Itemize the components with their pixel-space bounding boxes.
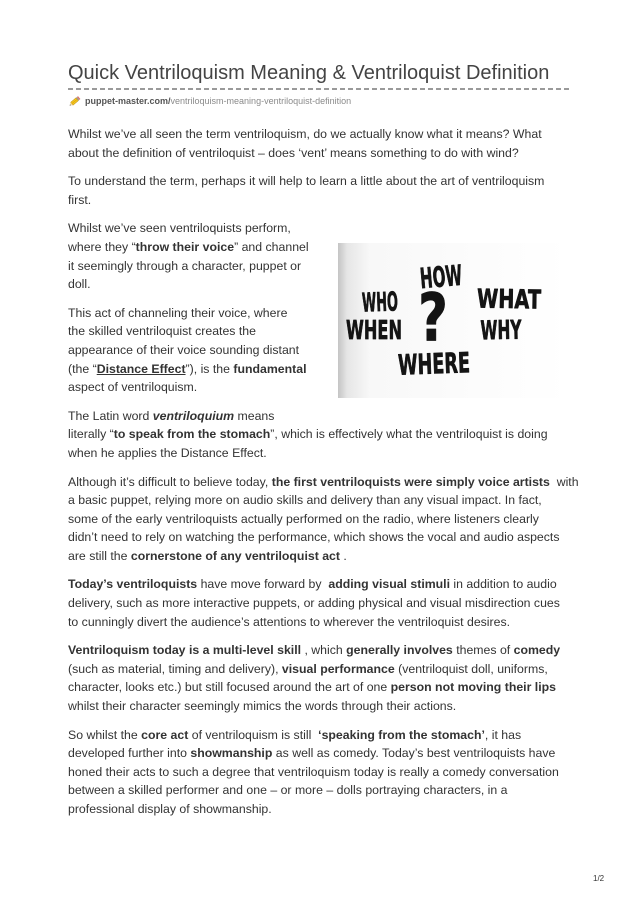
- text-run: honed their acts to such a degree that ventriloquism today is really a comedy conversation: [68, 764, 559, 779]
- text-line: [68, 547, 588, 566]
- text-line: [68, 660, 588, 679]
- page-number: 1/2: [593, 874, 605, 883]
- text-run: developed further into: [68, 746, 191, 761]
- bold-text: showmanship: [190, 746, 273, 761]
- text-line: [68, 613, 588, 632]
- bold-text: person not moving their lips: [390, 680, 556, 695]
- text-line: [68, 407, 588, 426]
- text-line: [68, 473, 588, 492]
- text-run: (the “: [68, 361, 97, 376]
- text-run: ” and channel: [234, 239, 309, 254]
- paragraph: [68, 219, 588, 293]
- text-run: as well as comedy. Today’s best ventriloquists have: [272, 746, 556, 761]
- text-line: [68, 726, 588, 745]
- bold-text: Ventriloquism today is a multi-level skill: [68, 643, 302, 658]
- text-run: So whilst the: [68, 727, 142, 742]
- title-divider: [68, 88, 570, 90]
- text-line: [68, 125, 588, 144]
- inline-link[interactable]: Distance Effect: [96, 361, 186, 376]
- text-run: in addition to audio: [450, 577, 557, 592]
- text-line: [68, 322, 588, 341]
- text-line: [68, 697, 588, 716]
- text-line: [68, 144, 588, 163]
- text-line: [68, 528, 588, 547]
- text-run: are still the: [68, 548, 131, 563]
- image-word-when: WHEN: [346, 316, 402, 346]
- bold-text: core act: [141, 727, 189, 742]
- text-run: a basic puppet, relying more on audio skills and delivery than any visual impact. In fact,: [68, 493, 542, 508]
- text-run: whilst their character seemingly mimics the words through their actions.: [68, 699, 457, 714]
- text-line: [68, 763, 588, 782]
- image-word-what: WHAT: [476, 284, 564, 316]
- text-run: first.: [68, 192, 92, 207]
- text-run: (ventriloquist doll, uniforms,: [394, 661, 548, 676]
- text-line: [68, 444, 588, 463]
- text-line: [68, 781, 588, 800]
- bold-text: cornerstone of any ventriloquist act: [130, 548, 340, 563]
- bold-text: to speak from the stomach: [113, 427, 271, 442]
- text-run: where they “: [68, 239, 136, 254]
- text-line: [68, 219, 588, 238]
- text-line: [68, 641, 588, 660]
- text-run: To understand the term, perhaps it will help to learn a little about the art of ventriloquism: [68, 174, 545, 189]
- text-run: (such as material, timing and delivery),: [68, 661, 282, 676]
- paragraph: [68, 726, 588, 819]
- bold-text: adding visual stimuli: [328, 577, 451, 592]
- image-word-why: WHY: [480, 315, 551, 347]
- text-run: with: [549, 474, 579, 489]
- text-run: ”), is the: [185, 361, 234, 376]
- pencil-icon: [68, 95, 81, 108]
- text-run: it seemingly through a character, puppet or: [68, 258, 302, 273]
- bold-text: comedy: [513, 643, 561, 658]
- text-run: , which: [301, 643, 347, 658]
- pencil-icon-graphic: [68, 95, 81, 108]
- image-word-how: HOW: [418, 255, 500, 296]
- text-run: means: [234, 408, 275, 423]
- bold-text: ‘speaking from the stomach’: [318, 727, 485, 742]
- text-run: Although it’s difficult to believe today,: [68, 474, 272, 489]
- text-line: [68, 341, 588, 360]
- text-run: doll.: [68, 277, 91, 292]
- text-run: delivery, such as more interactive puppets, or adding physical and visual misdirection cues: [68, 596, 560, 611]
- text-run: , it has: [484, 727, 522, 742]
- text-line: [68, 800, 588, 819]
- text-run: themes of: [452, 643, 514, 658]
- paragraph: [68, 473, 588, 566]
- source-domain-link[interactable]: puppet-master.com/: [85, 96, 171, 106]
- text-line: [68, 378, 588, 397]
- text-line: [68, 425, 588, 444]
- text-run: about the definition of ventriloquist – does ‘vent’ means something to do with wind?: [68, 145, 519, 160]
- text-run: to cunningly divert the audience’s attentions to wherever the ventriloquist desires.: [68, 614, 511, 629]
- text-line: [68, 304, 588, 323]
- text-run: didn’t need to rely on watching the performance, which shows the vocal and audio aspects: [68, 530, 560, 545]
- bold-text: the first ventriloquists were simply voice artists: [271, 474, 550, 489]
- paragraph: [68, 172, 588, 209]
- text-run: between a skilled performer and one – or more – dolls portraying characters, in a: [68, 783, 508, 798]
- source-path-link[interactable]: ventriloquism-meaning-ventriloquist-definition: [170, 96, 352, 106]
- text-line: [68, 594, 588, 613]
- bold-text: throw their voice: [135, 239, 235, 254]
- text-line: [68, 744, 588, 763]
- text-line: [68, 238, 588, 257]
- text-run: of ventriloquism is still: [188, 727, 319, 742]
- text-line: [68, 191, 588, 210]
- text-run: This act of channeling their voice, where: [68, 305, 288, 320]
- paragraph: [68, 304, 588, 397]
- text-line: [68, 172, 588, 191]
- text-run: character, looks etc.) but still focused around the art of one: [68, 680, 391, 695]
- text-line: [68, 575, 588, 594]
- text-run: aspect of ventriloquism.: [68, 380, 198, 395]
- text-run: Whilst we’ve seen ventriloquists perform,: [68, 221, 291, 236]
- text-line: [68, 510, 588, 529]
- bold-text: Today’s ventriloquists: [68, 577, 198, 592]
- paragraph: [68, 575, 588, 631]
- page-title: Quick Ventriloquism Meaning & Ventriloquist Definition: [68, 62, 550, 84]
- text-run: literally “: [68, 427, 114, 442]
- bold-text: visual performance: [281, 661, 395, 676]
- text-line: [68, 678, 588, 697]
- text-run: professional display of showmanship.: [68, 802, 272, 816]
- text-run: Whilst we’ve all seen the term ventriloquism, do we actually know what it means? What: [68, 127, 542, 141]
- bold-text: fundamental: [233, 361, 307, 376]
- source-url: [68, 95, 351, 108]
- bold-text: generally involves: [346, 643, 453, 658]
- text-run: the skilled ventriloquist creates the: [68, 324, 256, 339]
- bold-italic-text: ventriloquium: [152, 408, 235, 423]
- paragraph: [68, 641, 588, 715]
- article-body: [68, 125, 588, 829]
- text-run: have move forward by: [197, 577, 329, 592]
- text-run: The Latin word: [68, 408, 153, 423]
- paragraph: [68, 125, 588, 162]
- text-run: when he applies the Distance Effect.: [68, 445, 267, 460]
- text-run: appearance of their voice sounding distant: [68, 342, 300, 357]
- text-line: [68, 257, 588, 276]
- text-line: [68, 275, 588, 294]
- text-run: some of the early ventriloquists actually performed on the radio, where listeners clearly: [68, 511, 539, 526]
- paragraph: [68, 407, 588, 463]
- image-word-where: WHERE: [397, 344, 513, 382]
- image-question-mark: ?: [418, 279, 448, 357]
- text-run: .: [339, 548, 347, 563]
- text-line: [68, 360, 588, 379]
- text-run: ”, which is effectively what the ventriloquist is doing: [270, 427, 548, 442]
- text-line: [68, 491, 588, 510]
